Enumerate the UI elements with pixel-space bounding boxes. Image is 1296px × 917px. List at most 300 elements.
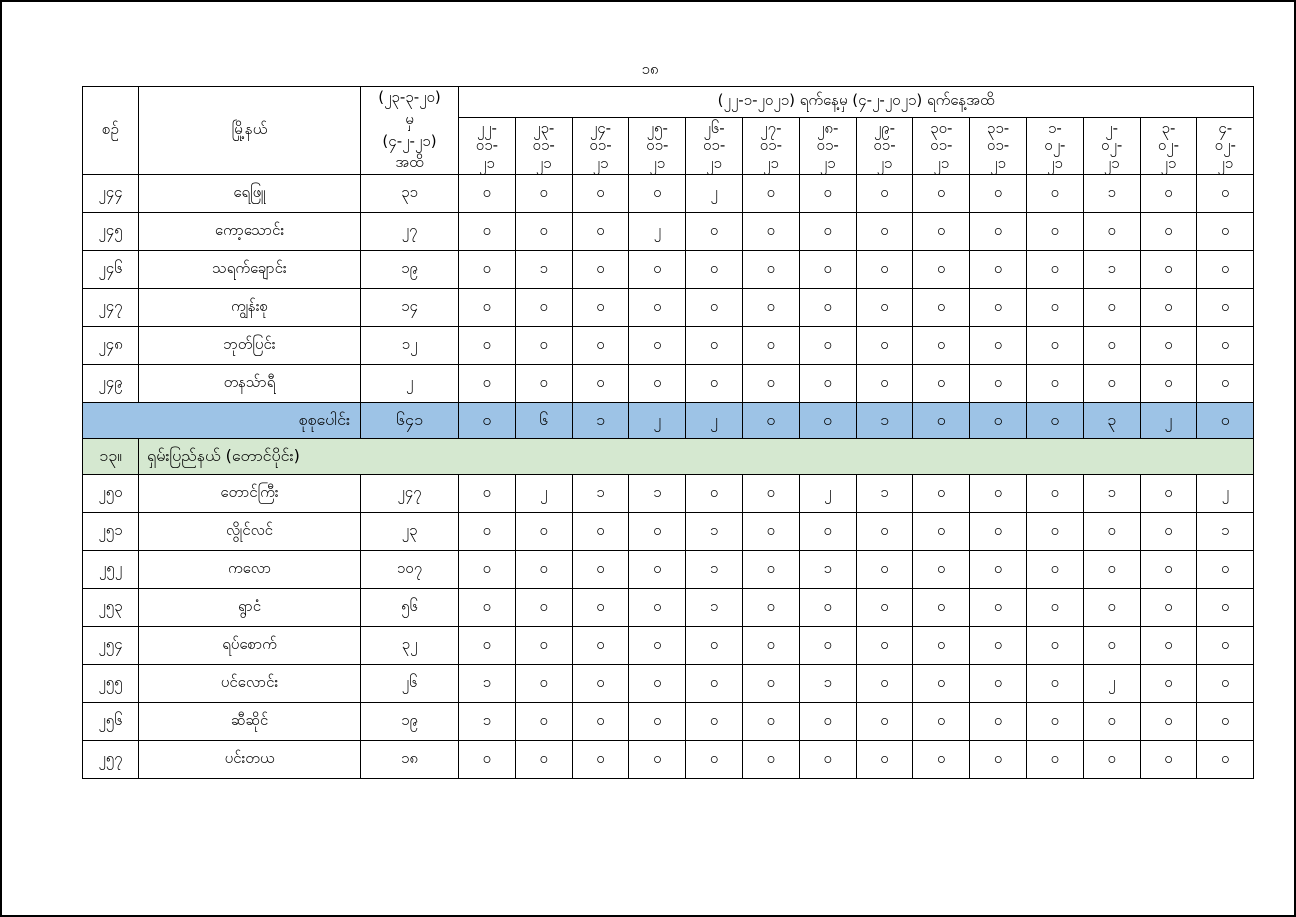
row-day-11: ၀ [1026, 475, 1083, 513]
row-day-8: ၀ [856, 589, 913, 627]
row-day-2: ၀ [515, 327, 572, 365]
row-day-9: ၀ [913, 289, 970, 327]
row-day-1: ၀ [459, 175, 516, 213]
row-day-2: ၀ [515, 289, 572, 327]
row-day-7: ၀ [799, 513, 856, 551]
row-day-13: ၀ [1140, 175, 1197, 213]
section-number: ၁၃။ [83, 439, 139, 475]
header-day-1-line3: ၂၁ [478, 153, 495, 172]
row-day-12: ၀ [1083, 627, 1140, 665]
row-day-5: ၀ [686, 365, 743, 403]
row-no: ၂၅၀ [83, 475, 139, 513]
row-day-14: ၀ [1197, 551, 1254, 589]
row-day-9: ၀ [913, 703, 970, 741]
header-day-7-line2: ၀၁- [816, 136, 839, 155]
row-day-14: ၀ [1197, 327, 1254, 365]
row-no: ၂၄၈ [83, 327, 139, 365]
table-row [83, 213, 1254, 251]
row-day-11: ၀ [1026, 627, 1083, 665]
row-day-11: ၀ [1026, 251, 1083, 289]
covid-township-table [82, 86, 1254, 779]
total-day-5: ၂ [686, 403, 743, 439]
table-row [83, 175, 1254, 213]
total-day-11: ၀ [1026, 403, 1083, 439]
row-day-3: ၀ [572, 213, 629, 251]
header-day-14-line3: ၂၁ [1217, 153, 1234, 172]
row-day-6: ၀ [742, 665, 799, 703]
header-day-3-line3: ၂၁ [592, 153, 609, 172]
header-day-6 [742, 118, 799, 175]
row-township: သရက်ချောင်း [139, 251, 361, 289]
row-day-1: ၀ [459, 327, 516, 365]
row-day-6: ၀ [742, 551, 799, 589]
row-day-4: ၀ [629, 665, 686, 703]
row-day-8: ၀ [856, 513, 913, 551]
header-day-7 [799, 118, 856, 175]
row-day-9: ၀ [913, 251, 970, 289]
row-day-7: ၀ [799, 741, 856, 779]
row-day-10: ၀ [970, 513, 1027, 551]
row-day-8: ၀ [856, 665, 913, 703]
row-day-14: ၀ [1197, 703, 1254, 741]
row-day-2: ၀ [515, 551, 572, 589]
row-day-3: ၀ [572, 251, 629, 289]
header-day-8-line2: ၀၁- [873, 136, 896, 155]
row-day-7: ၁ [799, 551, 856, 589]
row-day-12: ၀ [1083, 365, 1140, 403]
table-row [83, 327, 1254, 365]
header-day-4-line2: ၀၁- [646, 136, 669, 155]
row-day-5: ၂ [686, 175, 743, 213]
row-day-12: ၁ [1083, 251, 1140, 289]
row-day-2: ၀ [515, 703, 572, 741]
row-day-3: ၀ [572, 741, 629, 779]
row-day-13: ၀ [1140, 551, 1197, 589]
table-header [83, 87, 1254, 175]
header-day-6-line2: ၀၁- [759, 136, 783, 155]
row-day-8: ၀ [856, 627, 913, 665]
table-row [83, 365, 1254, 403]
row-day-10: ၀ [970, 665, 1027, 703]
header-day-11-line2: ၀၂- [1044, 136, 1066, 155]
row-day-7: ၀ [799, 703, 856, 741]
row-day-3: ၀ [572, 327, 629, 365]
row-day-10: ၀ [970, 327, 1027, 365]
row-day-8: ၀ [856, 703, 913, 741]
row-day-8: ၀ [856, 365, 913, 403]
row-day-13: ၀ [1140, 289, 1197, 327]
row-day-4: ၁ [629, 475, 686, 513]
header-day-6-line1: ၂၇- [760, 119, 782, 138]
row-day-4: ၀ [629, 703, 686, 741]
row-day-1: ၀ [459, 251, 516, 289]
row-day-3: ၀ [572, 589, 629, 627]
row-day-5: ၀ [686, 251, 743, 289]
header-previous-line-3: (၄-၂-၂၁) [382, 131, 437, 150]
table-row [83, 475, 1254, 513]
total-day-3: ၁ [572, 403, 629, 439]
header-previous-line-2: မှ [405, 109, 414, 128]
row-day-12: ၀ [1083, 327, 1140, 365]
header-day-14 [1197, 118, 1254, 175]
table-row [83, 251, 1254, 289]
row-day-11: ၀ [1026, 589, 1083, 627]
row-previous-total: ၁၉ [361, 251, 459, 289]
header-day-3-line2: ၀၁- [589, 136, 612, 155]
row-day-7: ၀ [799, 365, 856, 403]
total-day-7: ၀ [799, 403, 856, 439]
row-no: ၂၅၁ [83, 513, 139, 551]
row-day-2: ၀ [515, 589, 572, 627]
row-previous-total: ၃၁ [361, 175, 459, 213]
row-day-10: ၀ [970, 741, 1027, 779]
row-day-4: ၂ [629, 213, 686, 251]
row-township: လွိုင်လင် [139, 513, 361, 551]
row-previous-total: ၁၂ [361, 327, 459, 365]
row-day-10: ၀ [970, 703, 1027, 741]
row-day-5: ၀ [686, 741, 743, 779]
row-no: ၂၄၆ [83, 251, 139, 289]
row-day-14: ၀ [1197, 289, 1254, 327]
header-day-2 [515, 118, 572, 175]
row-day-3: ၁ [572, 475, 629, 513]
row-day-10: ၀ [970, 175, 1027, 213]
row-day-5: ၁ [686, 589, 743, 627]
row-no: ၂၅၂ [83, 551, 139, 589]
row-day-7: ၀ [799, 213, 856, 251]
header-day-6-line3: ၂၁ [762, 153, 779, 172]
row-township: တောင်ကြီး [139, 475, 361, 513]
row-previous-total: ၁၈ [361, 741, 459, 779]
header-day-9 [913, 118, 970, 175]
row-day-4: ၀ [629, 513, 686, 551]
row-day-13: ၀ [1140, 513, 1197, 551]
row-township: ပင်းတယ [139, 741, 361, 779]
row-day-14: ၀ [1197, 741, 1254, 779]
row-day-3: ၀ [572, 365, 629, 403]
row-day-7: ၂ [799, 475, 856, 513]
header-no: စဉ် [83, 87, 139, 175]
row-day-8: ၀ [856, 289, 913, 327]
row-day-1: ၀ [459, 513, 516, 551]
section-row [83, 439, 1254, 475]
row-day-11: ၀ [1026, 327, 1083, 365]
header-day-5 [686, 118, 743, 175]
row-township: ကျွန်းစု [139, 289, 361, 327]
row-day-2: ၀ [515, 665, 572, 703]
row-day-2: ၀ [515, 513, 572, 551]
table-row [83, 627, 1254, 665]
header-day-12-line1: ၂- [1105, 119, 1119, 138]
row-day-6: ၀ [742, 251, 799, 289]
row-day-13: ၀ [1140, 365, 1197, 403]
row-day-4: ၀ [629, 589, 686, 627]
row-day-1: ၀ [459, 551, 516, 589]
table-body [83, 175, 1254, 779]
row-day-4: ၀ [629, 365, 686, 403]
row-township: ပင်လောင်း [139, 665, 361, 703]
header-day-9-line2: ၀၁- [930, 136, 953, 155]
row-day-13: ၀ [1140, 475, 1197, 513]
header-day-1 [459, 118, 516, 175]
row-day-6: ၀ [742, 289, 799, 327]
header-day-5-line3: ၂၁ [706, 153, 722, 172]
row-day-13: ၀ [1140, 741, 1197, 779]
row-day-14: ၀ [1197, 251, 1254, 289]
header-day-13-line1: ၃- [1161, 119, 1176, 138]
table-row [83, 703, 1254, 741]
header-day-8-line3: ၂၁ [876, 153, 893, 172]
table-row [83, 551, 1254, 589]
row-previous-total: ၂၆ [361, 665, 459, 703]
header-day-10-line1: ၃၁- [986, 119, 1010, 138]
row-day-11: ၀ [1026, 513, 1083, 551]
row-township: ကော့သောင်း [139, 213, 361, 251]
row-day-6: ၀ [742, 589, 799, 627]
row-no: ၂၄၅ [83, 213, 139, 251]
total-day-10: ၀ [970, 403, 1027, 439]
row-day-10: ၀ [970, 213, 1027, 251]
table-row [83, 589, 1254, 627]
row-day-9: ၀ [913, 741, 970, 779]
header-previous-line-4: အထိ [395, 153, 424, 172]
row-day-14: ၀ [1197, 665, 1254, 703]
row-day-13: ၀ [1140, 251, 1197, 289]
table-row [83, 741, 1254, 779]
row-previous-total: ၁၄ [361, 289, 459, 327]
row-day-13: ၀ [1140, 627, 1197, 665]
row-day-5: ၀ [686, 213, 743, 251]
row-no: ၂၄၇ [83, 289, 139, 327]
row-no: ၂၅၆ [83, 703, 139, 741]
row-day-2: ၀ [515, 741, 572, 779]
row-day-9: ၀ [913, 175, 970, 213]
header-day-4-line3: ၂၁ [649, 153, 666, 172]
header-day-14-line1: ၄- [1218, 119, 1233, 138]
row-previous-total: ၂၄၇ [361, 475, 459, 513]
header-day-3 [572, 118, 629, 175]
header-day-2-line1: ၂၃- [533, 119, 555, 138]
row-day-9: ၀ [913, 213, 970, 251]
row-day-6: ၀ [742, 175, 799, 213]
header-day-10-line2: ၀၁- [986, 136, 1010, 155]
row-day-9: ၀ [913, 475, 970, 513]
row-day-6: ၀ [742, 327, 799, 365]
row-day-5: ၀ [686, 327, 743, 365]
total-day-9: ၀ [913, 403, 970, 439]
row-day-11: ၀ [1026, 665, 1083, 703]
row-township: ရွာငံ [139, 589, 361, 627]
page-number: ၁၈ [641, 60, 659, 78]
header-day-7-line3: ၂၁ [819, 153, 836, 172]
row-day-12: ၀ [1083, 703, 1140, 741]
row-day-2: ၁ [515, 251, 572, 289]
row-township: ရပ်စောက် [139, 627, 361, 665]
row-township: ဆီဆိုင် [139, 703, 361, 741]
row-day-10: ၀ [970, 589, 1027, 627]
row-day-12: ၀ [1083, 289, 1140, 327]
row-previous-total: ၂၃ [361, 513, 459, 551]
row-day-13: ၀ [1140, 213, 1197, 251]
header-day-3-line1: ၂၄- [589, 119, 612, 138]
header-day-1-line1: ၂၂- [476, 119, 497, 138]
row-previous-total: ၂ [361, 365, 459, 403]
header-day-5-line2: ၀၁- [702, 136, 726, 155]
row-day-11: ၀ [1026, 175, 1083, 213]
total-previous: ၆၄၁ [361, 403, 459, 439]
row-day-12: ၀ [1083, 213, 1140, 251]
row-day-1: ၀ [459, 627, 516, 665]
header-previous-period [361, 87, 459, 175]
header-day-9-line3: ၂၁ [933, 153, 950, 172]
row-day-10: ၀ [970, 251, 1027, 289]
row-day-12: ၀ [1083, 589, 1140, 627]
row-day-4: ၀ [629, 551, 686, 589]
header-day-11-line1: ၁- [1047, 119, 1062, 138]
row-day-6: ၀ [742, 213, 799, 251]
section-title: ရှမ်းပြည်နယ် (တောင်ပိုင်း) [139, 439, 1254, 475]
row-day-10: ၀ [970, 627, 1027, 665]
row-day-2: ၂ [515, 475, 572, 513]
row-day-11: ၀ [1026, 703, 1083, 741]
row-previous-total: ၁၀၇ [361, 551, 459, 589]
row-day-12: ၁ [1083, 175, 1140, 213]
row-day-8: ၁ [856, 475, 913, 513]
header-day-10 [970, 118, 1027, 175]
row-day-3: ၀ [572, 703, 629, 741]
row-day-7: ၀ [799, 251, 856, 289]
row-day-1: ၁ [459, 703, 516, 741]
row-day-3: ၀ [572, 627, 629, 665]
total-day-13: ၂ [1140, 403, 1197, 439]
header-day-13 [1140, 118, 1197, 175]
row-day-4: ၀ [629, 175, 686, 213]
row-day-9: ၀ [913, 365, 970, 403]
row-day-1: ၀ [459, 475, 516, 513]
row-day-10: ၀ [970, 475, 1027, 513]
row-day-14: ၁ [1197, 513, 1254, 551]
header-day-13-line2: ၀၂- [1157, 136, 1180, 155]
total-row [83, 403, 1254, 439]
row-day-12: ၀ [1083, 513, 1140, 551]
header-day-11-line3: ၂၁ [1046, 153, 1063, 172]
header-day-7-line1: ၂၈- [817, 119, 839, 138]
row-day-5: ၁ [686, 513, 743, 551]
row-day-3: ၀ [572, 175, 629, 213]
row-day-3: ၀ [572, 513, 629, 551]
row-day-14: ၀ [1197, 213, 1254, 251]
row-no: ၂၅၇ [83, 741, 139, 779]
header-day-4 [629, 118, 686, 175]
row-day-9: ၀ [913, 627, 970, 665]
row-day-7: ၀ [799, 289, 856, 327]
row-day-8: ၀ [856, 175, 913, 213]
row-day-8: ၀ [856, 327, 913, 365]
total-label: စုစုပေါင်း [83, 403, 361, 439]
row-day-6: ၀ [742, 513, 799, 551]
row-day-10: ၀ [970, 551, 1027, 589]
row-day-9: ၀ [913, 551, 970, 589]
row-day-5: ၁ [686, 551, 743, 589]
row-day-2: ၀ [515, 213, 572, 251]
table-row [83, 513, 1254, 551]
header-day-11 [1026, 118, 1083, 175]
row-day-5: ၀ [686, 627, 743, 665]
row-day-5: ၀ [686, 665, 743, 703]
header-day-14-line2: ၀၂- [1214, 136, 1236, 155]
header-row-1 [83, 87, 1254, 118]
row-day-14: ၀ [1197, 365, 1254, 403]
row-day-1: ၀ [459, 741, 516, 779]
row-day-9: ၀ [913, 513, 970, 551]
row-township: ရေဖြူ [139, 175, 361, 213]
total-day-14: ၀ [1197, 403, 1254, 439]
header-previous-line-1: (၂၃-၃-၂၀) [378, 88, 441, 106]
row-day-6: ၀ [742, 703, 799, 741]
row-day-5: ၀ [686, 703, 743, 741]
row-day-12: ၀ [1083, 741, 1140, 779]
table-row [83, 289, 1254, 327]
total-day-6: ၀ [742, 403, 799, 439]
row-day-12: ၀ [1083, 551, 1140, 589]
row-township: ဘုတ်ပြင်း [139, 327, 361, 365]
header-township: မြို့နယ် [139, 87, 361, 175]
row-day-1: ၀ [459, 589, 516, 627]
row-day-3: ၀ [572, 289, 629, 327]
row-day-3: ၀ [572, 665, 629, 703]
header-day-8-line1: ၂၉- [873, 119, 896, 138]
header-day-13-line3: ၂၁ [1160, 153, 1177, 172]
row-day-14: ၀ [1197, 175, 1254, 213]
row-day-6: ၀ [742, 475, 799, 513]
row-day-6: ၀ [742, 365, 799, 403]
data-table [82, 86, 1254, 779]
header-day-1-line2: ၀၁- [475, 136, 499, 155]
header-day-4-line1: ၂၅- [646, 119, 668, 138]
row-day-14: ၀ [1197, 627, 1254, 665]
row-day-4: ၀ [629, 327, 686, 365]
row-day-2: ၀ [515, 365, 572, 403]
header-day-5-line1: ၂၆- [703, 119, 725, 138]
header-day-10-line3: ၂၁ [990, 153, 1006, 172]
header-day-2-line2: ၀၁- [532, 136, 555, 155]
row-day-1: ၀ [459, 289, 516, 327]
row-day-1: ၀ [459, 365, 516, 403]
row-day-12: ၂ [1083, 665, 1140, 703]
row-previous-total: ၂၇ [361, 213, 459, 251]
header-day-2-line3: ၂၁ [535, 153, 552, 172]
row-day-4: ၀ [629, 289, 686, 327]
row-day-8: ၀ [856, 251, 913, 289]
row-previous-total: ၅၆ [361, 589, 459, 627]
row-no: ၂၄၉ [83, 365, 139, 403]
row-day-5: ၀ [686, 475, 743, 513]
row-day-8: ၀ [856, 213, 913, 251]
row-day-7: ၁ [799, 665, 856, 703]
row-day-1: ၁ [459, 665, 516, 703]
row-day-11: ၀ [1026, 289, 1083, 327]
row-day-7: ၀ [799, 589, 856, 627]
header-day-12-line2: ၀၂- [1101, 136, 1123, 155]
header-day-12 [1083, 118, 1140, 175]
row-previous-total: ၁၉ [361, 703, 459, 741]
header-day-12-line3: ၂၁ [1103, 153, 1120, 172]
row-day-12: ၁ [1083, 475, 1140, 513]
row-no: ၂၄၄ [83, 175, 139, 213]
row-day-10: ၀ [970, 365, 1027, 403]
table-row [83, 665, 1254, 703]
total-day-8: ၁ [856, 403, 913, 439]
